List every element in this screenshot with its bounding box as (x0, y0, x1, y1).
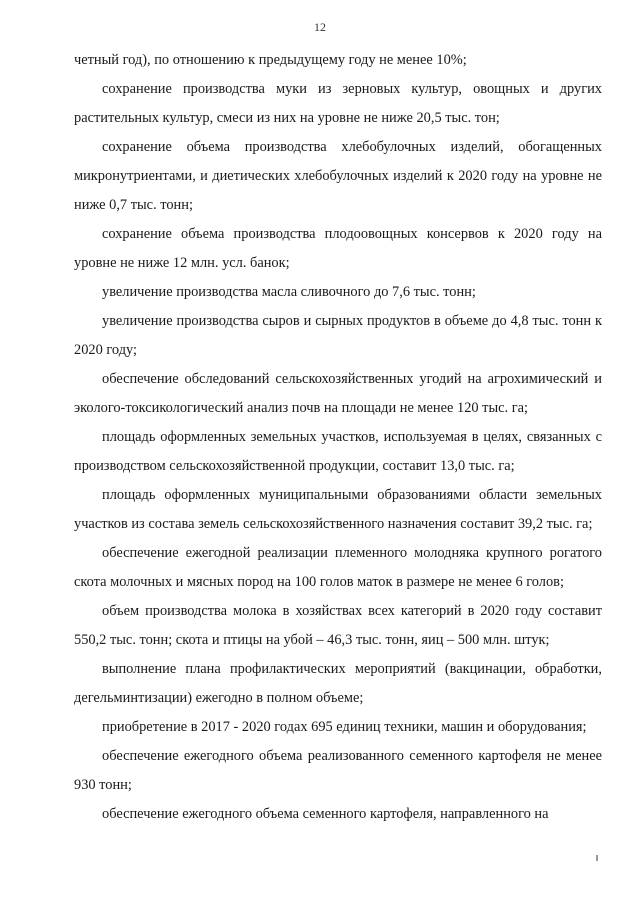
paragraph: обеспечение ежегодной реализации племенного молодняка крупного рогатого скота молочных и мясных пород на 100 голов маток в размере не менее 6 голов; (74, 545, 602, 590)
paragraph: объем производства молока в хозяйствах всех категорий в 2020 году составит 550,2 тыс. тонн; скота и птицы на убой – 46,3 тыс. тонн, яиц – 500 млн. штук; (74, 603, 602, 648)
paragraph: четный год), по отношению к предыдущему году не менее 10%; (74, 52, 467, 68)
paragraph: площадь оформленных земельных участков, используемая в целях, связанных с производством сельскохозяйственной продукции, составит 13,0 тыс. га; (74, 429, 602, 474)
paragraph: площадь оформленных муниципальными образованиями области земельных участков из состава земель сельскохозяйственного назначения составит 39,2 тыс. га; (74, 487, 602, 532)
paragraph: сохранение производства муки из зерновых культур, овощных и других растительных культур, смеси из них на уровне не ниже 20,5 тыс. тон; (74, 81, 602, 126)
page-number: 12 (314, 20, 326, 34)
paragraph: сохранение объема производства хлебобулочных изделий, обогащенных микронутриентами, и диетических хлебобулочных изделий к 2020 году на уровне не ниже 0,7 тыс. тонн; (74, 139, 602, 213)
paragraph: обеспечение ежегодного объема реализованного семенного картофеля не менее 930 тонн; (74, 748, 602, 793)
paragraph: увеличение производства масла сливочного до 7,6 тыс. тонн; (102, 284, 476, 300)
scan-speck (596, 855, 598, 861)
paragraph: увеличение производства сыров и сырных продуктов в объеме до 4,8 тыс. тонн к 2020 году; (74, 313, 602, 358)
paragraph: сохранение объема производства плодоовощных консервов к 2020 году на уровне не ниже 12 млн. усл. банок; (74, 226, 602, 271)
body-text (74, 46, 602, 829)
paragraph: выполнение плана профилактических мероприятий (вакцинации, обработки, дегельминтизации) ежегодно в полном объеме; (74, 661, 602, 706)
paragraph: приобретение в 2017 - 2020 годах 695 единиц техники, машин и оборудования; (102, 719, 587, 735)
paragraph: обеспечение ежегодного объема семенного картофеля, направленного на (102, 806, 549, 822)
paragraph: обеспечение обследований сельскохозяйственных угодий на агрохимический и эколого-токсикологический анализ почв на площади не менее 120 тыс. га; (74, 371, 602, 416)
